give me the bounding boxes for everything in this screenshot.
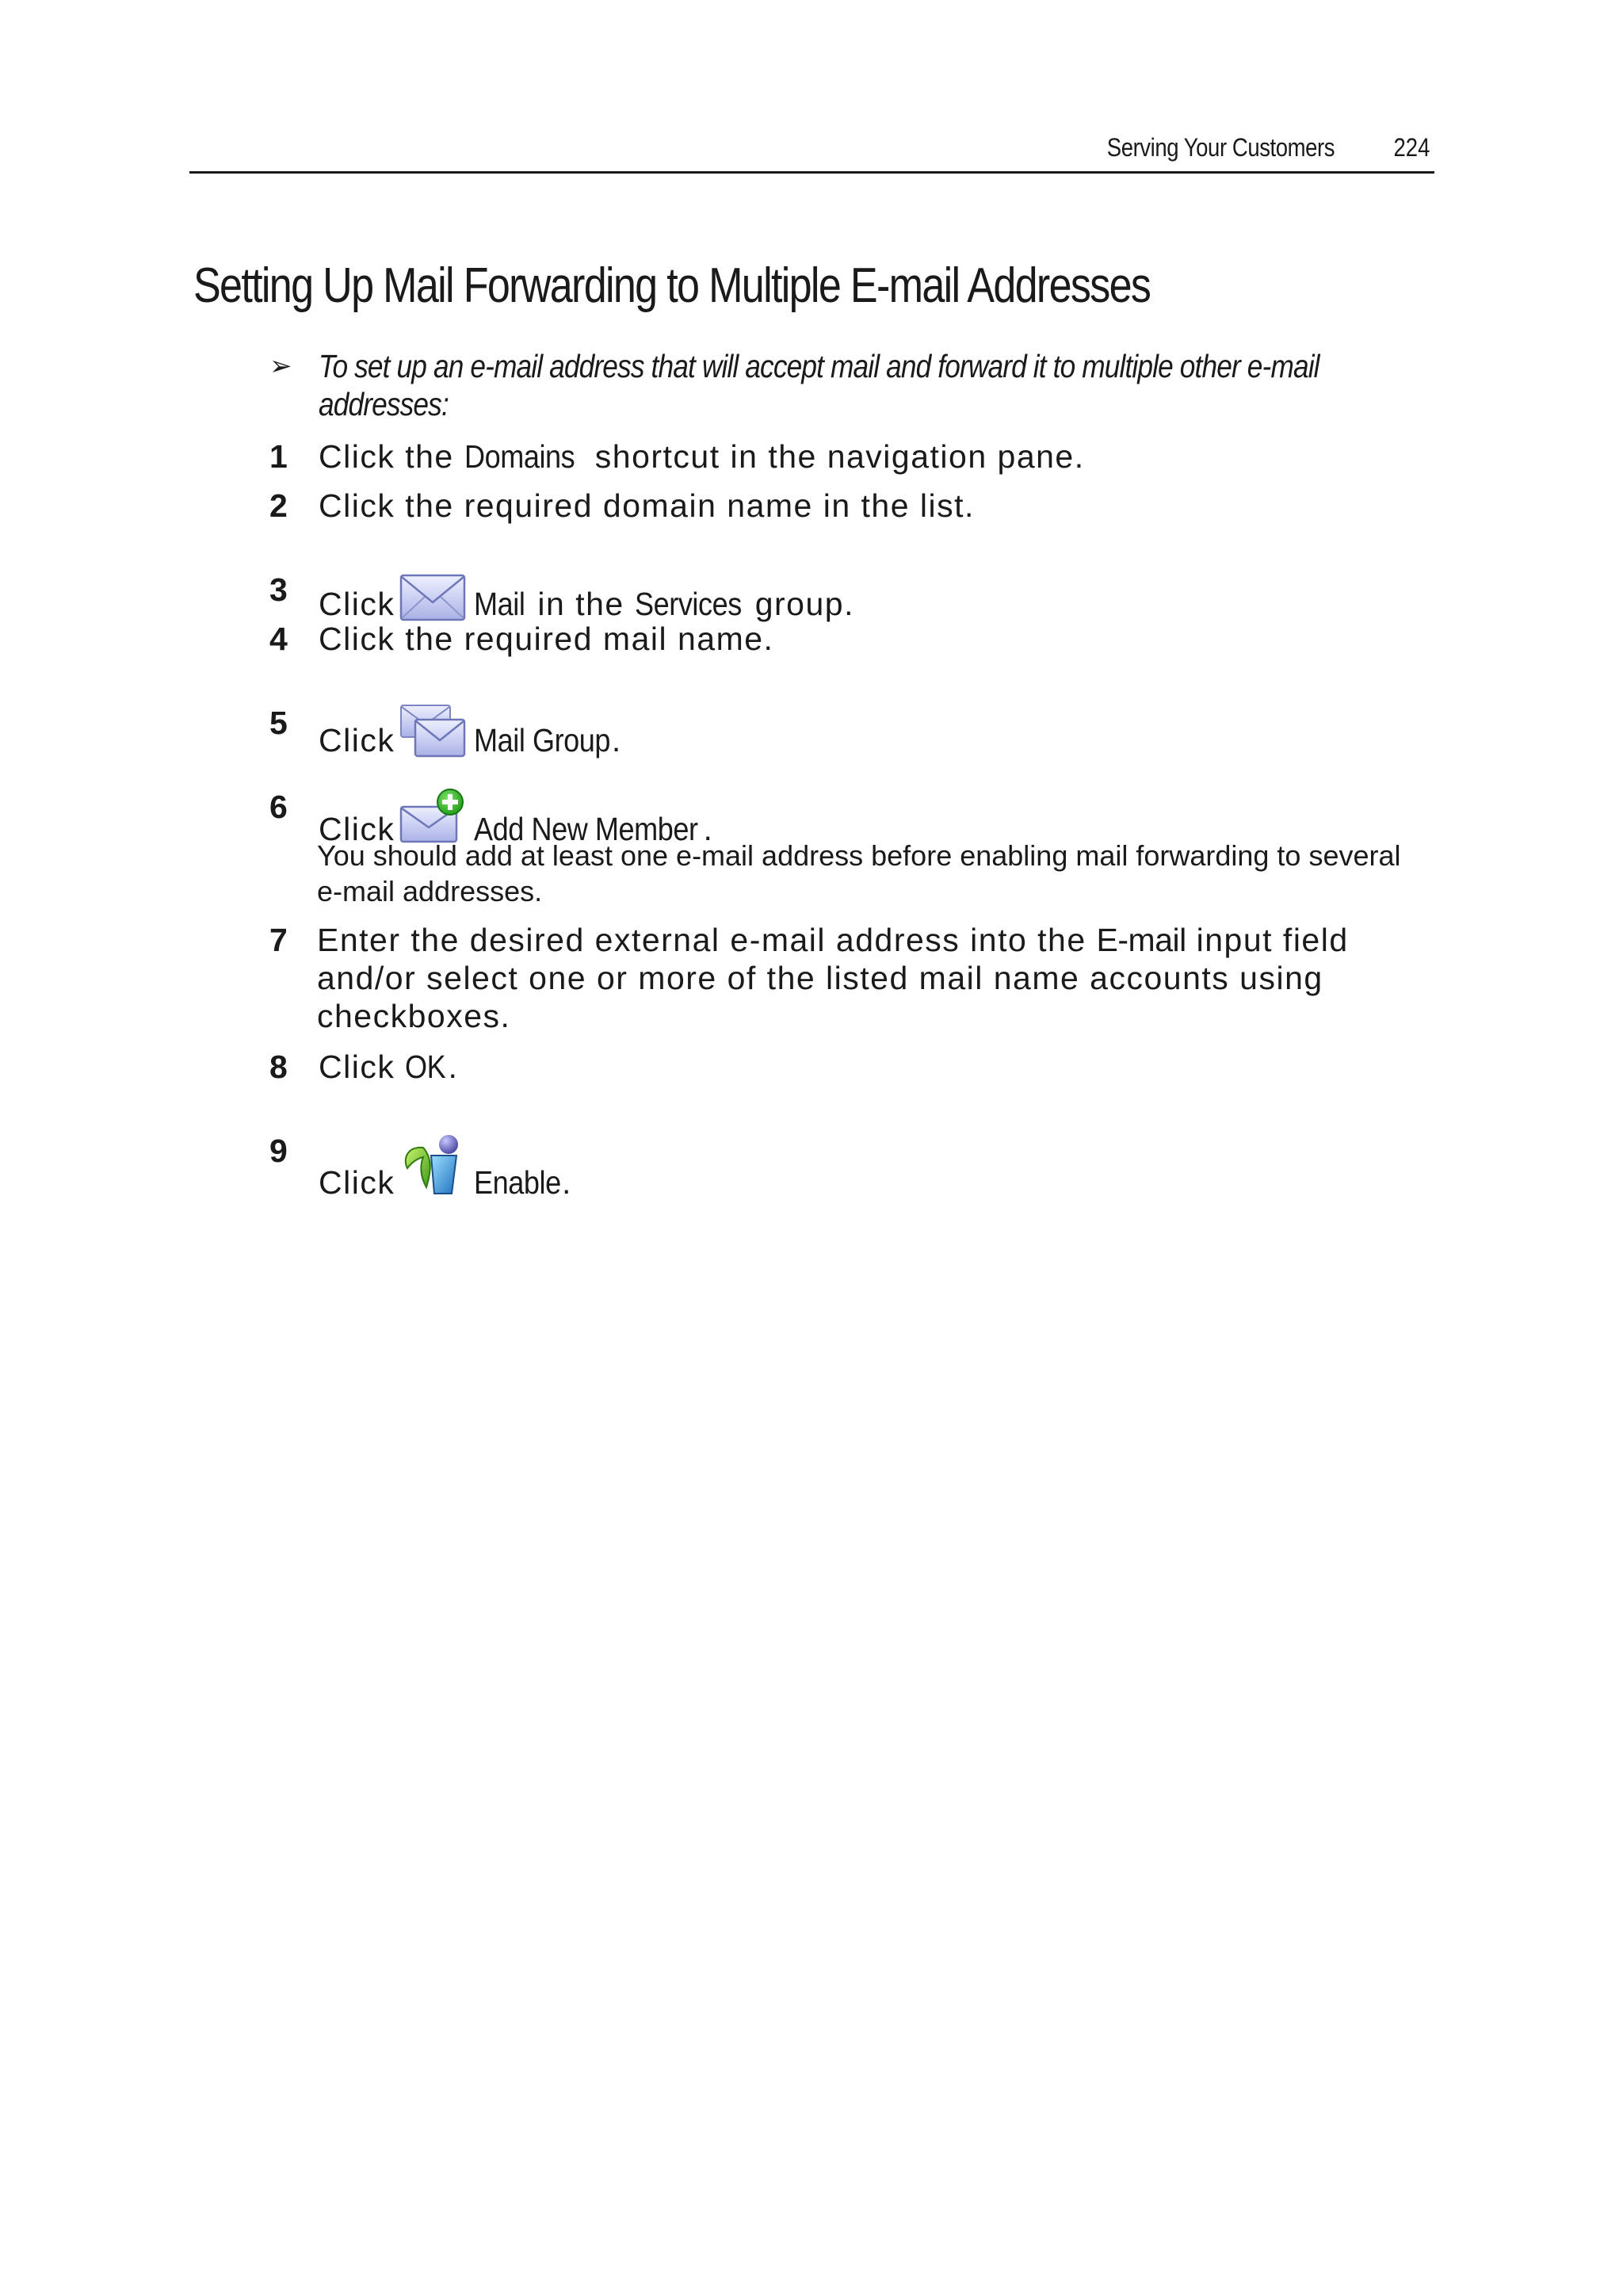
step-number: 4 — [269, 621, 288, 657]
step-text-pre: Click — [319, 722, 395, 758]
step-text: Click the required mail name. — [319, 621, 774, 657]
step-number: 6 — [269, 789, 288, 825]
page-number: 224 — [1393, 133, 1430, 162]
step-text-mid: in the — [527, 586, 635, 622]
step-number: 7 — [269, 922, 288, 958]
step-text-pre: Enter the desired external e-mail address into the — [317, 922, 1097, 958]
step-text-pre: Click — [319, 586, 395, 622]
step-text-post: . — [611, 722, 622, 758]
step-number: 1 — [269, 438, 288, 475]
ui-term-add-new-member: Add New Member — [474, 811, 698, 847]
arrow-bullet-icon: ➢ — [269, 351, 292, 381]
step-number: 9 — [269, 1133, 288, 1169]
page-title: Setting Up Mail Forwarding to Multiple E-mail Addresses — [193, 258, 1151, 313]
step-text — [319, 704, 622, 759]
header-section-title: Serving Your Customers — [1106, 133, 1335, 162]
step-text-pre: Click — [319, 1164, 395, 1201]
step-text-pre: Click — [319, 1049, 406, 1085]
running-header — [189, 133, 1434, 174]
step-number: 8 — [269, 1049, 288, 1085]
ui-term-mail-group: Mail Group — [474, 722, 611, 758]
ui-term-services: Services — [634, 586, 742, 622]
mail-envelope-icon — [399, 571, 466, 623]
step-text-post: . — [703, 811, 714, 847]
ui-term-enable: Enable — [474, 1164, 562, 1201]
step-text-post: . — [448, 1049, 459, 1085]
step-text — [317, 921, 1426, 1035]
step-text-post: . — [562, 1164, 572, 1201]
step-text-pre: Click — [319, 811, 395, 847]
step-number: 2 — [269, 487, 288, 524]
mail-group-icon — [399, 704, 466, 756]
step-number: 3 — [269, 571, 288, 608]
step-6-note: You should add at least one e-mail address before enabling mail forwarding to several e-mail addresses. — [317, 839, 1401, 907]
step-text — [319, 437, 1085, 476]
step-number: 5 — [269, 705, 288, 741]
step-text-post: input field and/or select one or more of the listed mail name accounts using checkboxes. — [317, 922, 1349, 1034]
step-text-post: shortcut in the navigation pane. — [584, 438, 1085, 475]
ui-term-mail: Mail — [474, 586, 525, 622]
step-text — [319, 1048, 458, 1086]
ui-term-domains: Domains — [464, 438, 575, 475]
procedure-intro-text: To set up an e-mail address that will accept mail and forward it to multiple other e-mail addresses: — [319, 348, 1319, 422]
step-text-pre: Click the — [319, 438, 464, 475]
step-text: Click the required domain name in the list. — [319, 487, 975, 524]
step-text-post: group. — [744, 586, 854, 622]
ui-term-email: E-mail — [1096, 922, 1186, 958]
add-member-icon — [399, 788, 466, 840]
step-text — [319, 571, 854, 623]
ui-term-ok: OK — [405, 1049, 446, 1085]
step-text — [319, 1132, 572, 1201]
enable-icon — [399, 1132, 466, 1184]
